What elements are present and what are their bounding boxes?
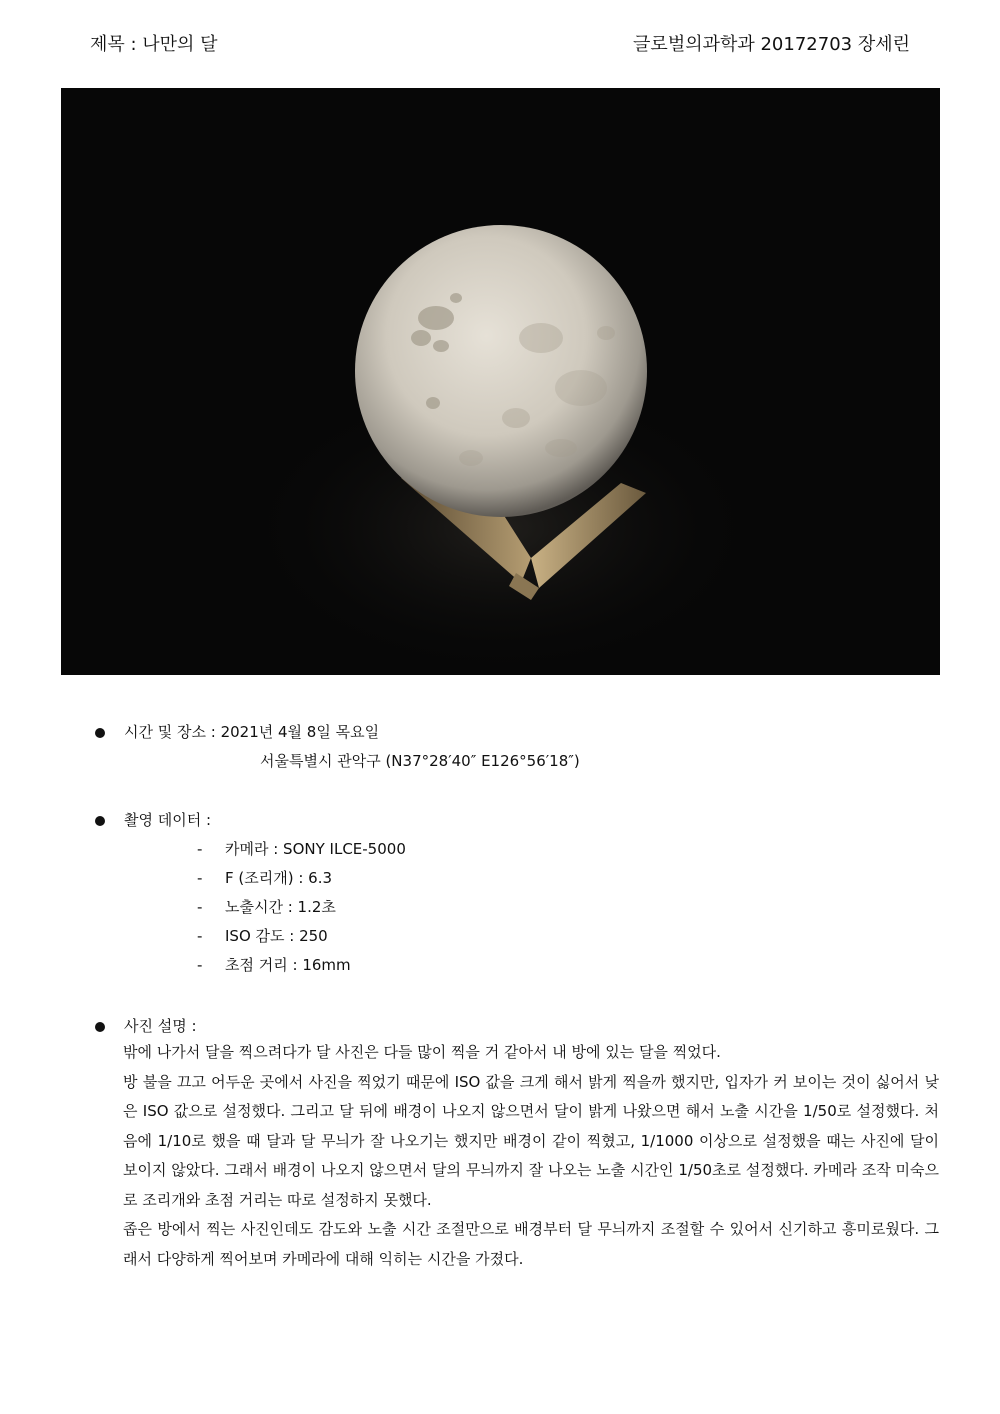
author-info: 글로벌의과학과 20172703 장세린 bbox=[633, 34, 910, 55]
moon-sphere bbox=[355, 225, 647, 517]
location-text: 서울특별시 관악구 (N37°28′40″ E126°56′18″) bbox=[260, 752, 580, 770]
bullet-icon bbox=[95, 1022, 105, 1032]
list-dash: - bbox=[197, 898, 203, 916]
time-place-label: 시간 및 장소 : 2021년 4월 8일 목요일 bbox=[124, 723, 380, 741]
moon-lamp-image bbox=[61, 88, 940, 675]
description-label: 사진 설명 : bbox=[124, 1017, 197, 1035]
bullet-icon bbox=[95, 816, 105, 826]
list-dash: - bbox=[197, 927, 203, 945]
aperture-item: F (조리개) : 6.3 bbox=[225, 869, 333, 887]
description-body bbox=[123, 1038, 939, 1274]
description-paragraph: 좁은 방에서 찍는 사진인데도 감도와 노출 시간 조절만으로 배경부터 달 무늬까지 조절할 수 있어서 신기하고 흥미로웠다. 그래서 다양하게 찍어보며 카메라에 대해 익히는 시간을 가졌다. bbox=[123, 1220, 939, 1268]
list-dash: - bbox=[197, 840, 203, 858]
camera-item: 카메라 : SONY ILCE-5000 bbox=[225, 840, 406, 858]
description-paragraph: 방 불을 끄고 어두운 곳에서 사진을 찍었기 때문에 ISO 값을 크게 해서 밝게 찍을까 했지만, 입자가 커 보이는 것이 싫어서 낮은 ISO 값으로 설정했다. 그리고 달 뒤에 배경이 나오지 않으면서 달이 밝게 나왔으면 해서 노출 시간을 1/50로 설정했다. 처음에 1/10로 했을 때 달과 달 무늬가 잘 나오기는 했지만 배경이 같이 찍혔고, 1/1000 이상으로 설정했을 때는 사진에 달이 보이지 않았다. 그래서 배경이 나오지 않으면서 달의 무늬까지 잘 나오는 노출 시간인 1/50초로 설정했다. 카메라 조작 미숙으로 조리개와 초점 거리는 따로 설정하지 못했다. bbox=[123, 1072, 939, 1209]
list-dash: - bbox=[197, 956, 203, 974]
document-title: 제목 : 나만의 달 bbox=[90, 34, 218, 55]
exposure-item: 노출시간 : 1.2초 bbox=[225, 898, 336, 916]
list-dash: - bbox=[197, 869, 203, 887]
bullet-icon bbox=[95, 728, 105, 738]
focal-length-item: 초점 거리 : 16mm bbox=[225, 956, 351, 974]
description-paragraph: 밖에 나가서 달을 찍으려다가 달 사진은 다들 많이 찍을 거 같아서 내 방에 있는 달을 찍었다. bbox=[123, 1043, 721, 1061]
shooting-data-label: 촬영 데이터 : bbox=[124, 811, 212, 829]
moon-lamp-photo bbox=[61, 88, 940, 675]
iso-item: ISO 감도 : 250 bbox=[225, 927, 328, 945]
